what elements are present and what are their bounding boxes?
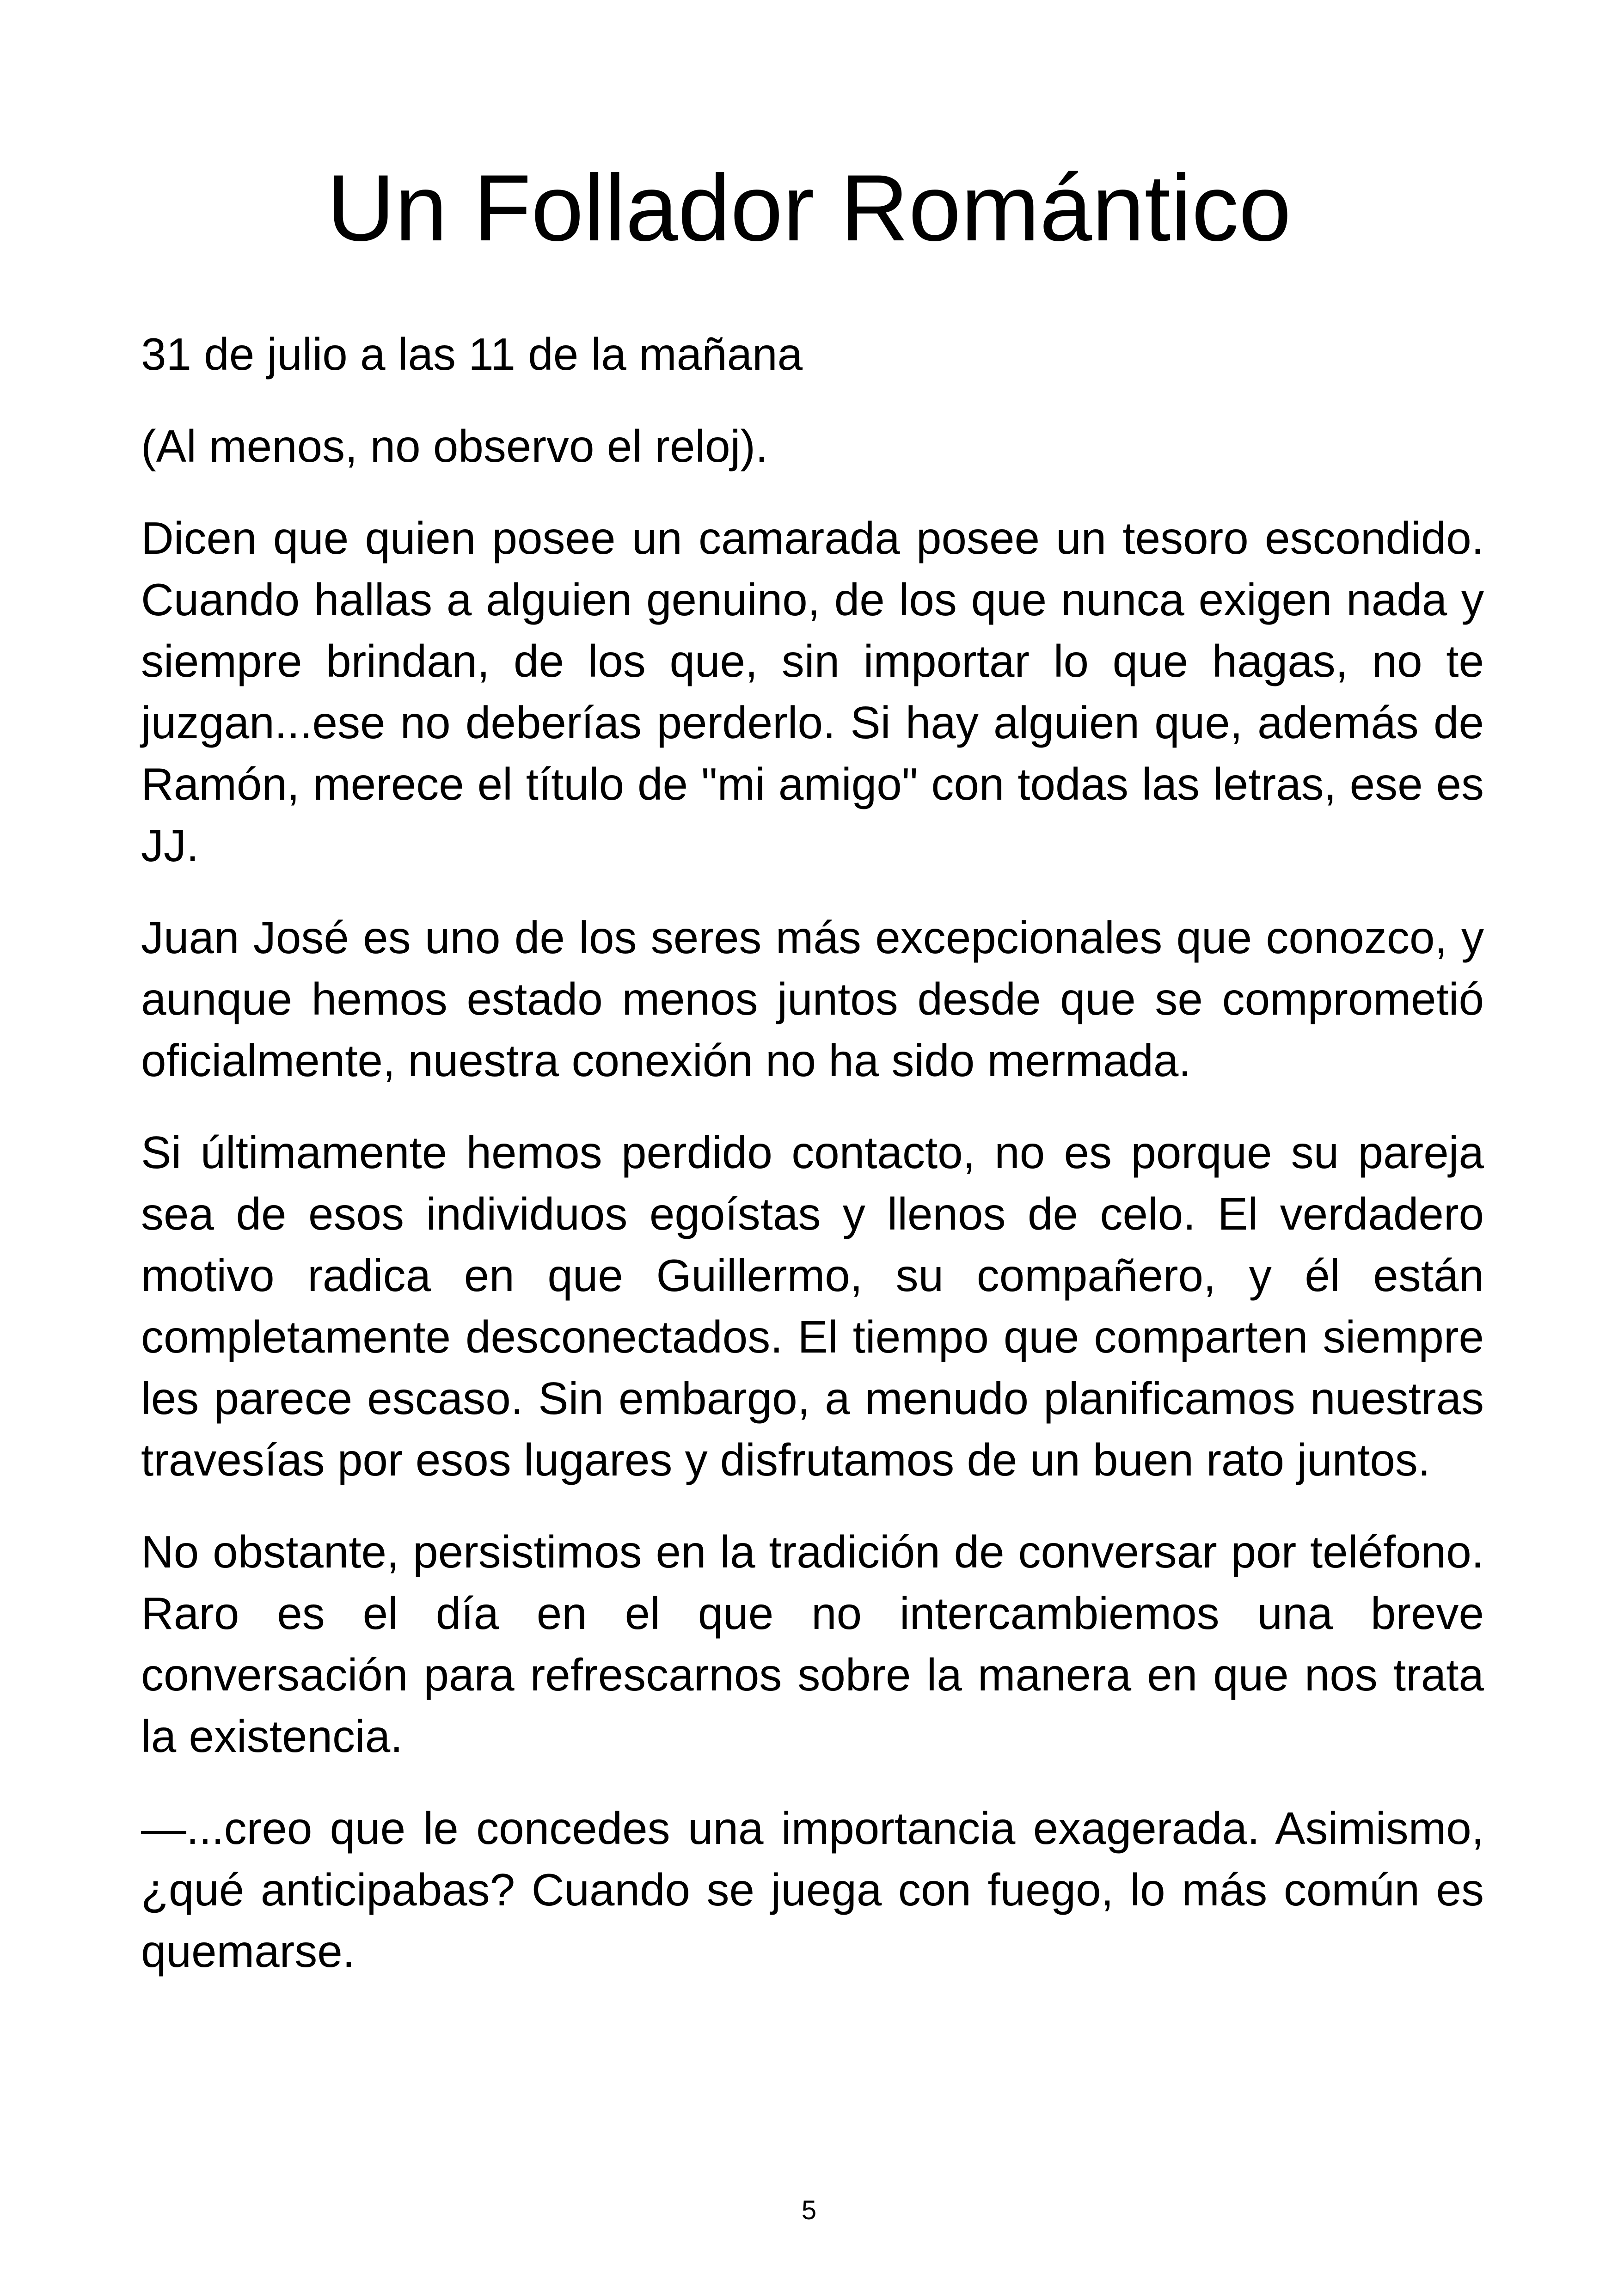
paragraph: Juan José es uno de los seres más excepcionales que conozco, y aunque hemos estado menos juntos desde que se comprometió oficialmente, nuestra conexión no ha sido mermada.	[141, 912, 1484, 1086]
paragraph: Si últimamente hemos perdido contacto, no es porque su pareja sea de esos individuos egoístas y llenos de celo. El verdadero motivo radica en que Guillermo, su compañero, y él están completamente desconectados. El tiempo que comparten siempre les parece escaso. Sin embargo, a menudo planificamos nuestras travesías por esos lugares y disfrutamos de un buen rato juntos.	[141, 1127, 1484, 1485]
paragraph: Dicen que quien posee un camarada posee un tesoro escondido. Cuando hallas a alguien genuino, de los que nunca exigen nada y siempre brindan, de los que, sin importar lo que hagas, no te juzgan...ese no deberías perderlo. Si hay alguien que, además de Ramón, merece el título de "mi amigo" con todas las letras, ese es JJ.	[141, 513, 1484, 871]
paragraph-clock-note: (Al menos, no observo el reloj).	[141, 421, 768, 471]
chapter-title: Un Follador Romántico	[326, 155, 1292, 261]
paragraph: No obstante, persistimos en la tradición de conversar por teléfono. Raro es el día en el que no intercambiemos una breve conversación para refrescarnos sobre la manera en que nos trata la existencia.	[141, 1526, 1484, 1762]
dialogue-paragraph: —...creo que le concedes una importancia exagerada. Asimismo, ¿qué anticipabas? Cuando se juega con fuego, lo más común es quemarse.	[141, 1803, 1484, 1977]
paragraph-date: 31 de julio a las 11 de la mañana	[141, 329, 803, 380]
page-number: 5	[801, 2195, 817, 2225]
body-text	[141, 324, 1484, 2013]
